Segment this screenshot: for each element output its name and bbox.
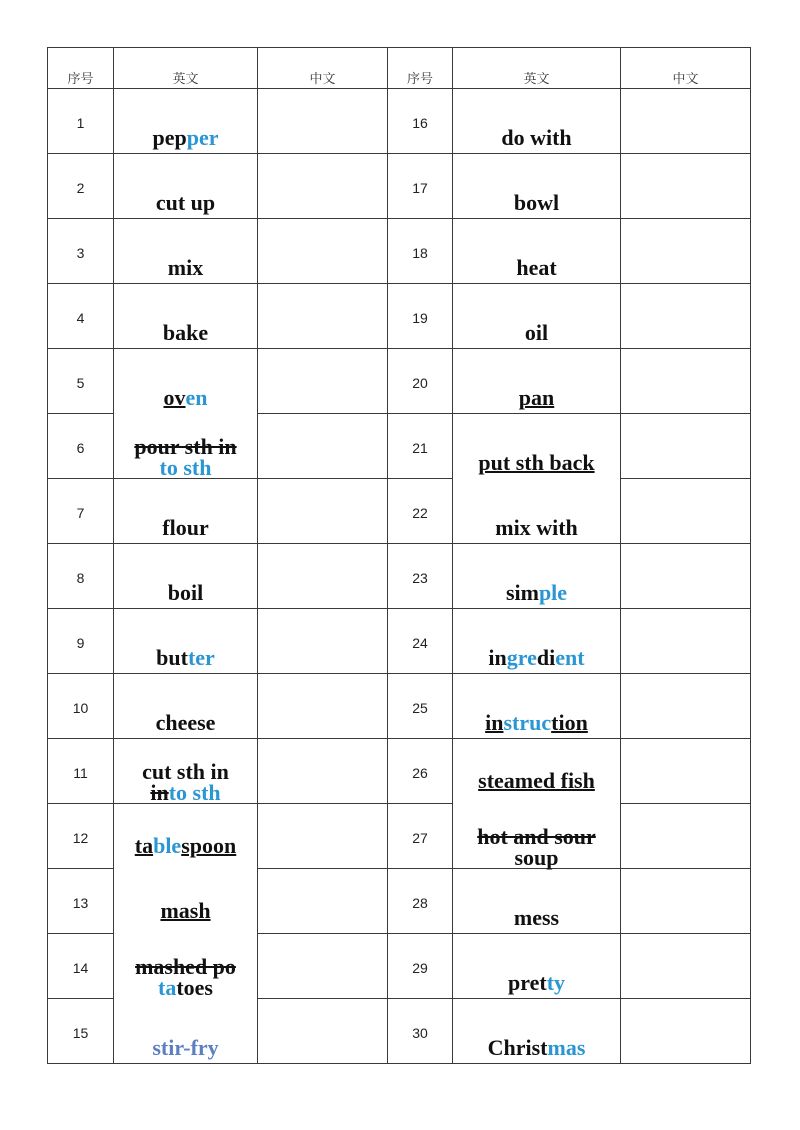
table-row	[48, 219, 751, 284]
english-word: ingredient	[453, 609, 621, 674]
header-number-left: 序号	[48, 48, 114, 89]
english-word: mix with	[453, 479, 621, 544]
table-row	[48, 739, 751, 804]
row-number: 1	[48, 89, 114, 154]
chinese-answer-cell[interactable]	[258, 219, 388, 284]
row-number: 17	[388, 154, 453, 219]
chinese-answer-cell[interactable]	[258, 154, 388, 219]
row-number: 5	[48, 349, 114, 414]
row-number: 23	[388, 544, 453, 609]
english-word: hot and sour soup	[453, 804, 621, 869]
chinese-answer-cell[interactable]	[621, 479, 751, 544]
english-word: butter	[114, 609, 258, 674]
chinese-answer-cell[interactable]	[621, 544, 751, 609]
chinese-answer-cell[interactable]	[258, 934, 388, 999]
row-number: 9	[48, 609, 114, 674]
chinese-answer-cell[interactable]	[258, 544, 388, 609]
chinese-answer-cell[interactable]	[258, 89, 388, 154]
chinese-answer-cell[interactable]	[621, 999, 751, 1064]
row-number: 7	[48, 479, 114, 544]
row-number: 28	[388, 869, 453, 934]
row-number: 6	[48, 414, 114, 479]
english-word: pan	[453, 349, 621, 414]
header-number-right: 序号	[388, 48, 453, 89]
english-word: mashed po tatoes	[114, 934, 258, 999]
english-word: cut up	[114, 154, 258, 219]
english-word: mess	[453, 869, 621, 934]
table-row	[48, 934, 751, 999]
chinese-answer-cell[interactable]	[258, 739, 388, 804]
row-number: 20	[388, 349, 453, 414]
header-chinese-right: 中文	[621, 48, 751, 89]
table-row	[48, 999, 751, 1064]
english-word: simple	[453, 544, 621, 609]
row-number: 22	[388, 479, 453, 544]
header-row	[48, 48, 751, 89]
english-word: bowl	[453, 154, 621, 219]
english-word: do with	[453, 89, 621, 154]
english-word: cut sth in into sth	[114, 739, 258, 804]
table-row	[48, 284, 751, 349]
english-word: cheese	[114, 674, 258, 739]
chinese-answer-cell[interactable]	[621, 674, 751, 739]
chinese-answer-cell[interactable]	[258, 869, 388, 934]
row-number: 15	[48, 999, 114, 1064]
english-word: flour	[114, 479, 258, 544]
row-number: 24	[388, 609, 453, 674]
table-row	[48, 154, 751, 219]
chinese-answer-cell[interactable]	[621, 869, 751, 934]
chinese-answer-cell[interactable]	[258, 804, 388, 869]
row-number: 11	[48, 739, 114, 804]
chinese-answer-cell[interactable]	[621, 739, 751, 804]
row-number: 25	[388, 674, 453, 739]
chinese-answer-cell[interactable]	[621, 414, 751, 479]
table-row	[48, 674, 751, 739]
english-word: Christmas	[453, 999, 621, 1064]
table-row	[48, 609, 751, 674]
english-word: stir-fry	[114, 999, 258, 1064]
english-word: tablespoon	[114, 804, 258, 869]
chinese-answer-cell[interactable]	[258, 999, 388, 1064]
row-number: 27	[388, 804, 453, 869]
row-number: 29	[388, 934, 453, 999]
english-word: pretty	[453, 934, 621, 999]
chinese-answer-cell[interactable]	[621, 609, 751, 674]
english-word: boil	[114, 544, 258, 609]
row-number: 10	[48, 674, 114, 739]
vocabulary-table	[47, 47, 751, 1064]
row-number: 26	[388, 739, 453, 804]
chinese-answer-cell[interactable]	[621, 934, 751, 999]
row-number: 30	[388, 999, 453, 1064]
chinese-answer-cell[interactable]	[258, 349, 388, 414]
chinese-answer-cell[interactable]	[621, 804, 751, 869]
row-number: 2	[48, 154, 114, 219]
english-word: oil	[453, 284, 621, 349]
chinese-answer-cell[interactable]	[621, 219, 751, 284]
table-row	[48, 869, 751, 934]
english-word: pour sth in to sth	[114, 414, 258, 479]
row-number: 8	[48, 544, 114, 609]
row-number: 14	[48, 934, 114, 999]
english-word: steamed fish	[453, 739, 621, 804]
row-number: 4	[48, 284, 114, 349]
english-word: instruction	[453, 674, 621, 739]
chinese-answer-cell[interactable]	[258, 609, 388, 674]
chinese-answer-cell[interactable]	[258, 284, 388, 349]
row-number: 16	[388, 89, 453, 154]
header-english-right: 英文	[453, 48, 621, 89]
english-word: mash	[114, 869, 258, 934]
table-row	[48, 479, 751, 544]
table-row	[48, 804, 751, 869]
row-number: 19	[388, 284, 453, 349]
english-word: oven	[114, 349, 258, 414]
row-number: 13	[48, 869, 114, 934]
english-word: heat	[453, 219, 621, 284]
chinese-answer-cell[interactable]	[621, 154, 751, 219]
chinese-answer-cell[interactable]	[258, 479, 388, 544]
table-row	[48, 349, 751, 414]
header-english-left: 英文	[114, 48, 258, 89]
table-row	[48, 89, 751, 154]
chinese-answer-cell[interactable]	[258, 414, 388, 479]
chinese-answer-cell[interactable]	[621, 349, 751, 414]
english-word: bake	[114, 284, 258, 349]
row-number: 12	[48, 804, 114, 869]
english-word: put sth back	[453, 414, 621, 479]
row-number: 18	[388, 219, 453, 284]
chinese-answer-cell[interactable]	[621, 89, 751, 154]
header-chinese-left: 中文	[258, 48, 388, 89]
english-word: pepper	[114, 89, 258, 154]
row-number: 21	[388, 414, 453, 479]
table-row	[48, 544, 751, 609]
chinese-answer-cell[interactable]	[258, 674, 388, 739]
chinese-answer-cell[interactable]	[621, 284, 751, 349]
english-word: mix	[114, 219, 258, 284]
row-number: 3	[48, 219, 114, 284]
table-row	[48, 414, 751, 479]
